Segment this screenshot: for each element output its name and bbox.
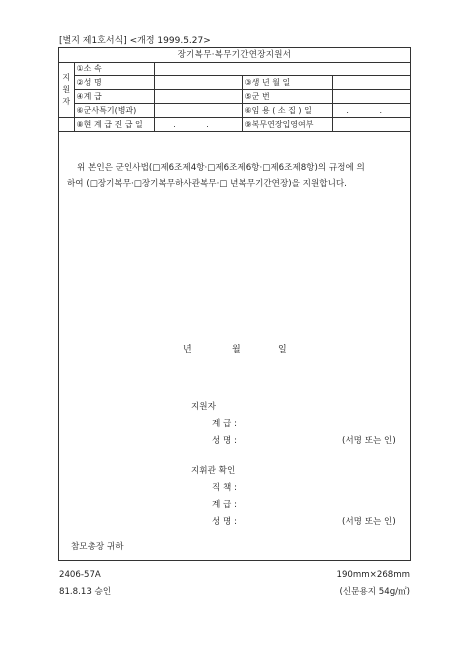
field-name-value[interactable]: [154, 76, 242, 90]
form-code: 2406-57A: [59, 570, 101, 580]
field-promotion-date-label: ⑧현 계 급 진 급 일: [74, 118, 154, 132]
field-service-number-value[interactable]: [332, 90, 410, 104]
applicant-side-label: [59, 62, 74, 118]
form-number: [별지 제1호서식] <개정 1999.5.27>: [59, 36, 211, 46]
field-birthdate-value[interactable]: [332, 76, 410, 90]
applicant-heading: 지원자: [191, 402, 216, 412]
field-affiliation-value[interactable]: [154, 62, 410, 76]
statement-text: [67, 160, 404, 192]
commander-signature[interactable]: (서명 또는 인): [342, 517, 396, 527]
paper-size: 190mm×268mm: [336, 570, 410, 580]
statement-line-2: 하여 (□장기복무·□장기복무하사관복무·□ 년복무기간연장)을 지원합니다.: [67, 179, 347, 189]
commander-rank-label: 계 급 :: [212, 500, 237, 510]
side-char-1: 지: [62, 72, 71, 82]
field-extension-label: ⑨복무연장입영여부: [242, 118, 332, 132]
field-birthdate-label: ③생 년 월 일: [242, 76, 332, 90]
field-rank-label: ④계 급: [74, 90, 154, 104]
applicant-info-table: [59, 62, 410, 132]
commander-heading: 지휘관 확인: [191, 466, 236, 476]
form-title: 장기복무·복무기간연장지원서: [59, 48, 410, 63]
statement-line-1: 위 본인은 군인사법(□제6조제4항·□제6조제6항·□제6조제8항)의 규정에 의: [77, 163, 365, 173]
applicant-name-label: 성 명 :: [212, 436, 237, 446]
commander-name-label: 성 명 :: [212, 517, 237, 527]
applicant-signature[interactable]: (서명 또는 인): [342, 436, 396, 446]
side-char-2: 원: [62, 84, 71, 94]
field-specialty-label: ⑥군사특기(병과): [74, 104, 154, 118]
addressee: 참모총장 귀하: [71, 542, 124, 552]
field-specialty-value[interactable]: [154, 104, 242, 118]
applicant-rank-label: 계 급 :: [212, 419, 237, 429]
field-appointment-date-label: ⑥임 용 ( 소 집 ) 일: [242, 104, 332, 118]
paper-type: (신문용지 54g/㎡): [339, 587, 410, 597]
field-service-number-label: ⑤군 번: [242, 90, 332, 104]
field-rank-value[interactable]: [154, 90, 242, 104]
commander-position-label: 직 책 :: [212, 483, 237, 493]
approval-date: 81.8.13 승인: [59, 587, 112, 597]
date-month: 월: [232, 345, 241, 355]
field-appointment-date-value[interactable]: . .: [332, 104, 410, 118]
field-promotion-date-value[interactable]: . .: [154, 118, 242, 132]
field-name-label: ②성 명: [74, 76, 154, 90]
date-year: 년: [183, 345, 192, 355]
field-affiliation-label: ①소 속: [74, 62, 154, 76]
date-day: 일: [278, 345, 287, 355]
field-extension-value[interactable]: [332, 118, 410, 132]
side-char-3: 자: [62, 96, 71, 106]
side-spacer: [59, 118, 74, 132]
form-frame: [58, 47, 411, 561]
